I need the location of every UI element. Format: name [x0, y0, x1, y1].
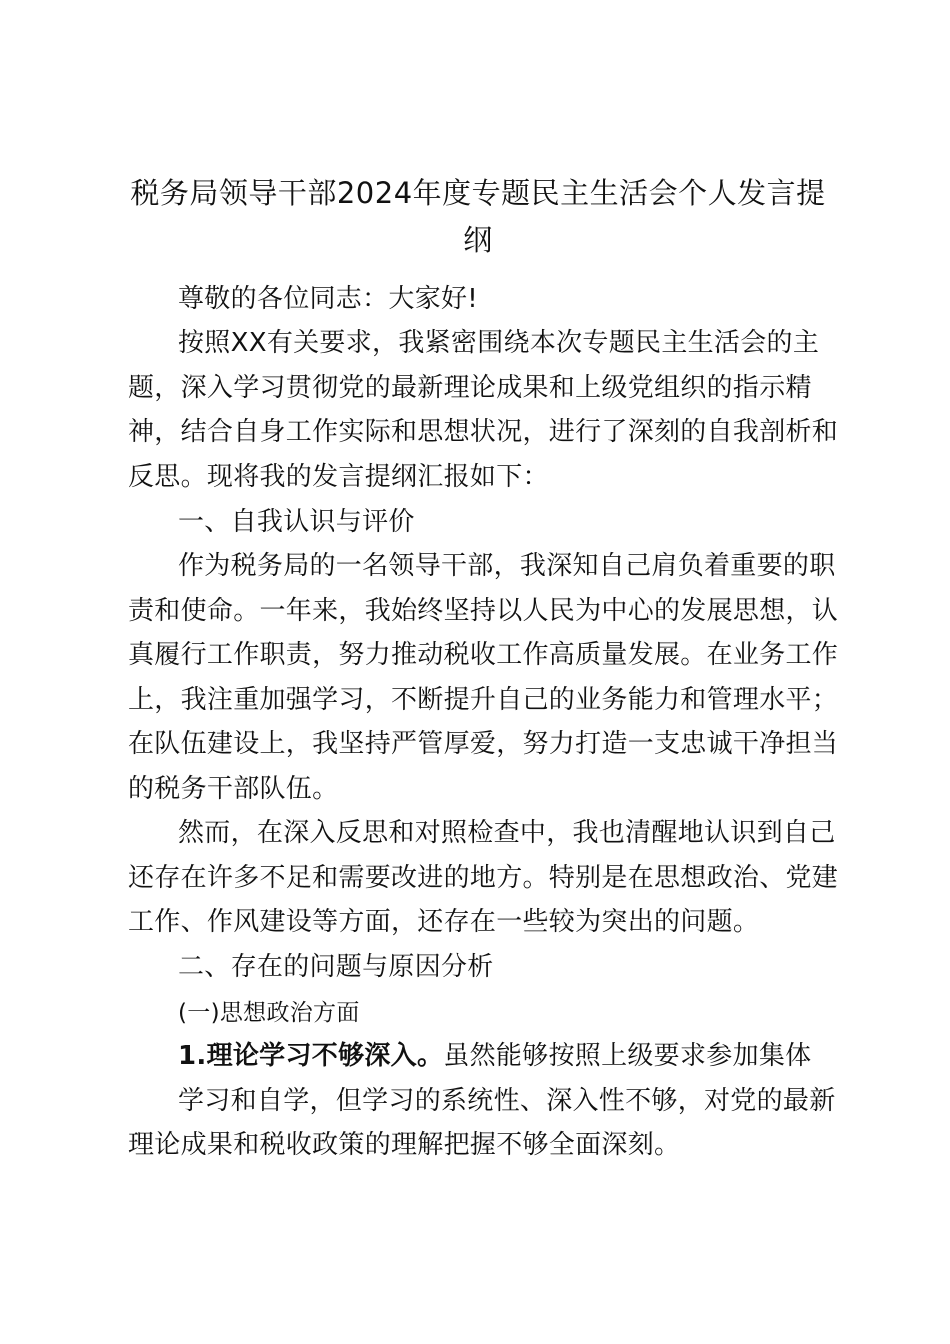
- intro-line-3: 神，结合自身工作实际和思想状况，进行了深刻的自我剖析和: [128, 417, 839, 447]
- item1-line-3: 理论成果和税收政策的理解把握不够全面深刻。: [128, 1130, 681, 1160]
- section2-heading: 二、存在的问题与原因分析: [178, 952, 494, 982]
- item1-line-2: 学习和自学，但学习的系统性、深入性不够，对党的最新: [178, 1086, 836, 1116]
- section1-para1-line-2: 责和使命。一年来，我始终坚持以人民为中心的发展思想，认: [128, 596, 839, 626]
- item1-lead-rest: 虽然能够按照上级要求参加集体: [443, 1041, 812, 1071]
- section1-para1-line-1: 作为税务局的一名领导干部，我深知自己肩负着重要的职: [178, 551, 836, 581]
- intro-line-4: 反思。现将我的发言提纲汇报如下：: [128, 462, 549, 492]
- document-title: [126, 170, 830, 264]
- section1-para2-line-2: 还存在许多不足和需要改进的地方。特别是在思想政治、党建: [128, 863, 839, 893]
- intro-line-1: 按照XX有关要求，我紧密围绕本次专题民主生活会的主: [178, 328, 820, 358]
- intro-line-2: 题，深入学习贯彻党的最新理论成果和上级党组织的指示精: [128, 373, 812, 403]
- greeting: 尊敬的各位同志：大家好!: [178, 284, 479, 314]
- section1-para2-line-1: 然而，在深入反思和对照检查中，我也清醒地认识到自己: [178, 818, 836, 848]
- section1-para1-line-3: 真履行工作职责，努力推动税收工作高质量发展。在业务工作: [128, 640, 839, 670]
- item1-first-line: [178, 1041, 811, 1071]
- section1-para1-line-4: 上，我注重加强学习，不断提升自己的业务能力和管理水平；: [128, 685, 839, 715]
- title-line-1: 税务局领导干部2024年度专题民主生活会个人发言提: [130, 176, 826, 210]
- title-line-2: 纲: [463, 223, 493, 257]
- section1-para1-line-6: 的税务干部队伍。: [128, 774, 339, 804]
- section1-para1-line-5: 在队伍建设上，我坚持严管厚爱，努力打造一支忠诚干净担当: [128, 729, 839, 759]
- section1-heading: 一、自我认识与评价: [178, 507, 415, 537]
- subsection1-heading: (一)思想政治方面: [178, 1000, 360, 1026]
- item1-bold-lead: 1.理论学习不够深入。: [178, 1041, 444, 1071]
- section1-para2-line-3: 工作、作风建设等方面，还存在一些较为突出的问题。: [128, 907, 760, 937]
